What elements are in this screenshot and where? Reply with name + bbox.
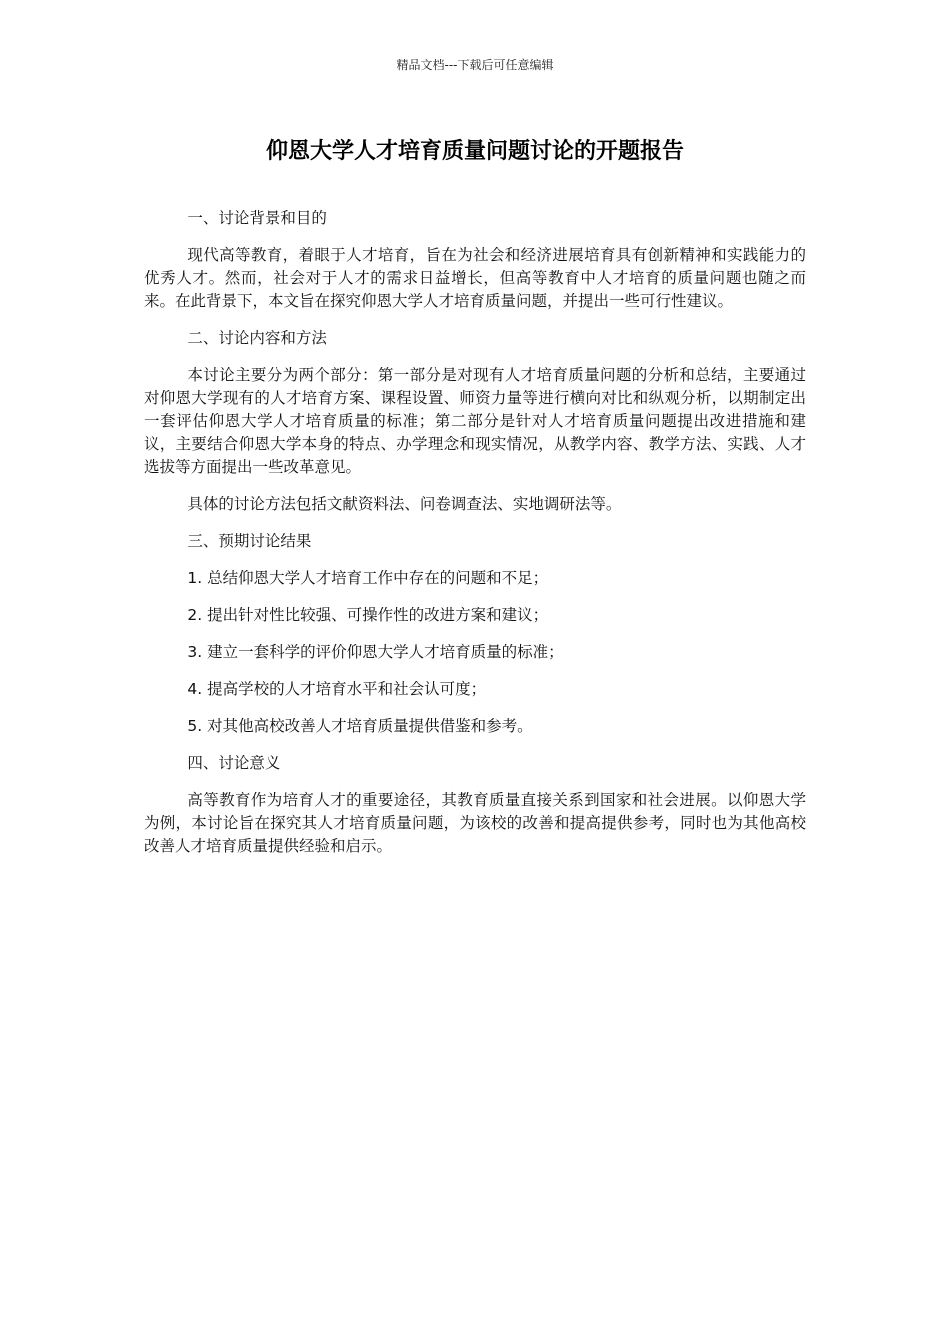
list-item: 2. 提出针对性比较强、可操作性的改进方案和建议； bbox=[187, 606, 549, 624]
section-heading-background: 一、讨论背景和目的 bbox=[187, 209, 327, 227]
section-heading-content-method: 二、讨论内容和方法 bbox=[187, 329, 327, 347]
paragraph-method: 具体的讨论方法包括文献资料法、问卷调查法、实地调研法等。 bbox=[187, 495, 622, 513]
document-body bbox=[144, 207, 806, 872]
document-title: 仰恩大学人才培育质量问题讨论的开题报告 bbox=[265, 139, 684, 164]
list-item: 4. 提高学校的人才培育水平和社会认可度； bbox=[187, 680, 487, 698]
page-header-note: 精品文档---下载后可任意编辑 bbox=[396, 58, 554, 72]
paragraph-content: 本讨论主要分为两个部分：第一部分是对现有人才培育质量问题的分析和总结，主要通过对仰恩大学现有的人才培育方案、课程设置、师资力量等进行横向对比和纵观分析，以期制定出一套评估仰恩大学人才培育质量的标准；第二部分是针对人才培育质量问题提出改进措施和建议，主要结合仰恩大学本身的特点、办学理念和现实情况，从教学内容、教学方法、实践、人才选拔等方面提出一些改革意见。 bbox=[144, 366, 806, 476]
section-heading-expected-results: 三、预期讨论结果 bbox=[187, 532, 312, 550]
paragraph-significance: 高等教育作为培育人才的重要途径，其教育质量直接关系到国家和社会进展。以仰恩大学为例，本讨论旨在探究其人才培育质量问题，为该校的改善和提高提供参考，同时也为其他高校改善人才培育质量提供经验和启示。 bbox=[144, 791, 806, 855]
list-item: 3. 建立一套科学的评价仰恩大学人才培育质量的标准； bbox=[187, 643, 564, 661]
list-item: 5. 对其他高校改善人才培育质量提供借鉴和参考。 bbox=[187, 717, 533, 735]
paragraph-background: 现代高等教育，着眼于人才培育，旨在为社会和经济进展培育具有创新精神和实践能力的优秀人才。然而，社会对于人才的需求日益增长，但高等教育中人才培育的质量问题也随之而来。在此背景下，本文旨在探究仰恩大学人才培育质量问题，并提出一些可行性建议。 bbox=[144, 246, 806, 310]
section-heading-significance: 四、讨论意义 bbox=[187, 754, 281, 772]
list-item: 1. 总结仰恩大学人才培育工作中存在的问题和不足； bbox=[187, 569, 549, 587]
